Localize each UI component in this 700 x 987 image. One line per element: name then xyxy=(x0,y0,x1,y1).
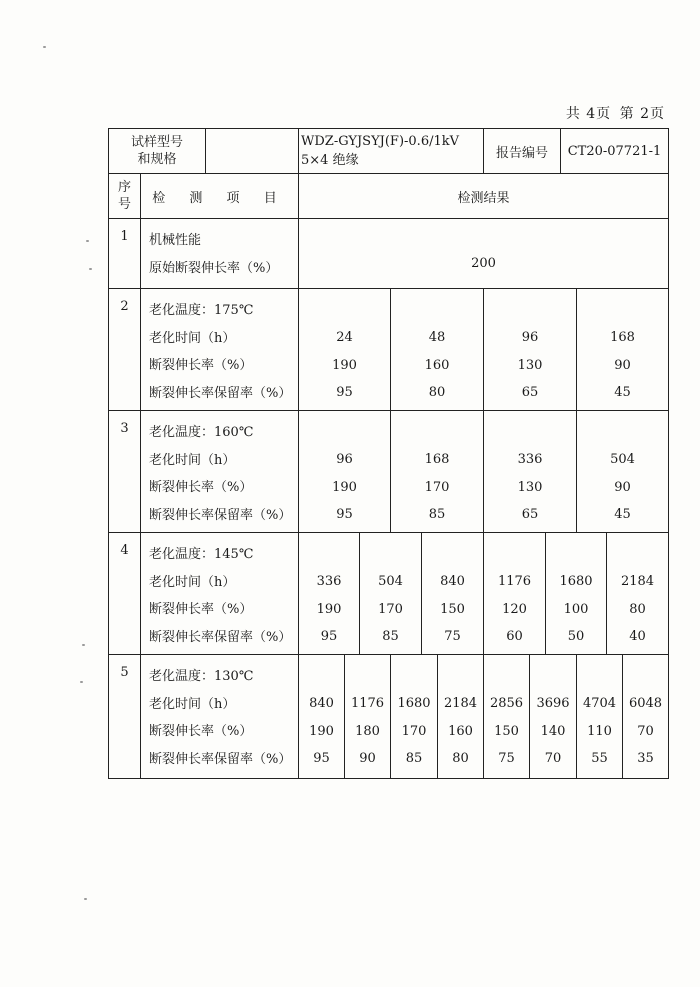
scan-speck xyxy=(89,268,92,270)
aging-group xyxy=(299,655,345,779)
retention-value: 65 xyxy=(521,507,539,522)
aging-group xyxy=(607,533,669,655)
aging-time-value: 1680 xyxy=(559,574,593,589)
retention-value: 85 xyxy=(405,751,423,766)
header-row xyxy=(109,129,669,174)
elongation-value: 150 xyxy=(440,601,465,617)
aging-time-value: 1176 xyxy=(350,696,385,711)
retention-value: 45 xyxy=(614,385,631,400)
result-header: 检测结果 xyxy=(299,174,669,219)
aging-time-value: 1680 xyxy=(397,696,431,711)
aging-time-value: 24 xyxy=(336,330,353,345)
test-item-label: 老化时间（h） xyxy=(149,574,236,590)
scan-speck xyxy=(80,681,83,683)
aging-group xyxy=(299,411,391,533)
test-item-label: 老化时间（h） xyxy=(149,696,236,712)
aging-group xyxy=(484,289,577,411)
test-item-label: 老化时间（h） xyxy=(149,330,236,346)
row-items xyxy=(141,219,299,289)
row-index: 1 xyxy=(109,219,141,289)
aging-time-value: 168 xyxy=(424,452,450,467)
elongation-value: 130 xyxy=(517,357,543,373)
seq-header-line2: 号 xyxy=(117,197,131,212)
aging-group xyxy=(530,655,577,779)
elongation-value: 130 xyxy=(517,479,543,495)
aging-time-value: 2184 xyxy=(620,574,655,589)
aging-group xyxy=(391,289,484,411)
retention-value: 70 xyxy=(544,751,562,766)
aging-group xyxy=(422,533,484,655)
row-items xyxy=(141,655,299,779)
row-items xyxy=(141,289,299,411)
seq-header xyxy=(109,174,141,219)
aging-time-value: 2184 xyxy=(443,696,478,711)
retention-value: 50 xyxy=(567,629,585,644)
result-row xyxy=(109,655,669,779)
sample-label-line2: 和规格 xyxy=(137,152,177,167)
test-item-label: 断裂伸长率（%） xyxy=(149,358,253,373)
sample-label xyxy=(109,129,299,174)
sample-label-line1: 试样型号 xyxy=(130,135,183,150)
row-items xyxy=(141,533,299,655)
scan-speck xyxy=(86,240,89,242)
retention-value: 45 xyxy=(614,507,631,522)
test-report-table xyxy=(108,128,669,779)
result-row xyxy=(109,533,669,655)
elongation-value: 160 xyxy=(448,723,473,739)
aging-time-value: 504 xyxy=(378,574,403,589)
retention-value: 85 xyxy=(382,629,399,644)
elongation-value: 160 xyxy=(424,357,450,373)
aging-time-value: 336 xyxy=(316,574,342,589)
aging-group xyxy=(623,655,669,779)
item-header: 检 测 项 目 xyxy=(141,174,299,219)
test-item-label: 老化温度：160℃ xyxy=(149,425,254,440)
aging-time-value: 3696 xyxy=(536,696,570,711)
test-item-label: 断裂伸长率（%） xyxy=(149,480,253,495)
aging-time-value: 840 xyxy=(440,574,465,589)
retention-value: 65 xyxy=(521,385,539,400)
sample-value: WDZ-GYJSYJ(F)-0.6/1kV 5×4 绝缘 xyxy=(299,129,484,174)
result-row xyxy=(109,289,669,411)
aging-group xyxy=(577,655,623,779)
elongation-value: 190 xyxy=(316,601,342,617)
elongation-value: 100 xyxy=(563,601,589,617)
test-item-label: 断裂伸长率（%） xyxy=(149,724,253,739)
aging-time-value: 48 xyxy=(428,330,446,345)
retention-value: 80 xyxy=(452,751,469,766)
row-items xyxy=(141,411,299,533)
aging-group xyxy=(546,533,607,655)
scan-speck xyxy=(84,898,87,900)
elongation-value: 170 xyxy=(378,601,403,617)
elongation-value: 80 xyxy=(629,601,646,617)
test-item-label: 老化温度：145℃ xyxy=(149,547,254,562)
retention-value: 75 xyxy=(444,629,461,644)
aging-time-value: 168 xyxy=(610,330,635,345)
elongation-value: 90 xyxy=(614,479,631,495)
retention-value: 85 xyxy=(428,507,446,522)
aging-group xyxy=(484,655,530,779)
page-number xyxy=(540,103,665,123)
elongation-value: 190 xyxy=(332,479,357,495)
test-item-label: 老化温度：130℃ xyxy=(149,669,254,684)
result-row xyxy=(109,219,669,289)
retention-value: 95 xyxy=(336,507,353,522)
aging-group xyxy=(345,655,391,779)
aging-time-value: 1176 xyxy=(497,574,532,589)
test-item-label: 断裂伸长率保留率（%） xyxy=(149,751,292,767)
aging-group xyxy=(484,411,577,533)
aging-time-value: 504 xyxy=(610,452,635,467)
result-value: 200 xyxy=(299,219,669,289)
elongation-value: 190 xyxy=(309,723,334,739)
row-index: 5 xyxy=(109,655,141,779)
scan-speck xyxy=(43,46,46,48)
report-label: 报告编号 xyxy=(484,129,561,174)
retention-value: 75 xyxy=(498,751,515,766)
current-page: 第 2页 xyxy=(619,106,665,122)
elongation-value: 170 xyxy=(401,723,427,739)
elongation-value: 90 xyxy=(614,357,631,373)
elongation-value: 180 xyxy=(355,723,380,739)
test-item-label: 断裂伸长率保留率（%） xyxy=(149,385,292,401)
elongation-value: 150 xyxy=(494,723,519,739)
elongation-value: 110 xyxy=(587,723,612,739)
column-header-row xyxy=(109,174,669,219)
test-item-label: 原始断裂伸长率（%） xyxy=(149,260,279,276)
row-index: 4 xyxy=(109,533,141,655)
retention-value: 95 xyxy=(313,751,330,766)
aging-group xyxy=(577,411,669,533)
retention-value: 55 xyxy=(591,751,608,766)
elongation-value: 190 xyxy=(332,357,357,373)
aging-group xyxy=(577,289,669,411)
seq-header-line1: 序 xyxy=(117,180,131,195)
row-index: 3 xyxy=(109,411,141,533)
aging-time-value: 336 xyxy=(517,452,543,467)
aging-group xyxy=(438,655,484,779)
retention-value: 40 xyxy=(629,629,646,644)
scan-speck xyxy=(82,644,85,646)
aging-time-value: 96 xyxy=(521,330,539,345)
aging-time-value: 840 xyxy=(309,696,334,711)
retention-value: 95 xyxy=(320,629,338,644)
aging-group xyxy=(484,533,546,655)
test-item-label: 机械性能 xyxy=(149,233,202,248)
aging-group xyxy=(391,655,438,779)
row-index: 2 xyxy=(109,289,141,411)
aging-time-value: 2856 xyxy=(489,696,524,711)
test-item-label: 断裂伸长率保留率（%） xyxy=(149,629,292,645)
result-row xyxy=(109,411,669,533)
elongation-value: 170 xyxy=(424,479,450,495)
retention-value: 60 xyxy=(506,629,523,644)
report-value: CT20-07721-1 xyxy=(561,129,669,174)
aging-group xyxy=(299,533,360,655)
test-item-label: 断裂伸长率（%） xyxy=(149,602,253,617)
elongation-value: 140 xyxy=(540,723,566,739)
retention-value: 80 xyxy=(428,385,446,400)
aging-time-value: 4704 xyxy=(582,696,617,711)
aging-group xyxy=(391,411,484,533)
retention-value: 90 xyxy=(359,751,376,766)
test-item-label: 老化温度：175℃ xyxy=(149,303,254,318)
aging-group xyxy=(299,289,391,411)
aging-group xyxy=(360,533,422,655)
elongation-value: 120 xyxy=(502,601,527,617)
retention-value: 35 xyxy=(637,751,654,766)
elongation-value: 70 xyxy=(637,723,654,739)
test-item-label: 老化时间（h） xyxy=(149,452,236,468)
retention-value: 95 xyxy=(336,385,353,400)
total-pages: 共 4页 xyxy=(565,106,612,122)
test-item-label: 断裂伸长率保留率（%） xyxy=(149,507,292,523)
aging-time-value: 6048 xyxy=(628,696,663,711)
aging-time-value: 96 xyxy=(336,452,353,467)
